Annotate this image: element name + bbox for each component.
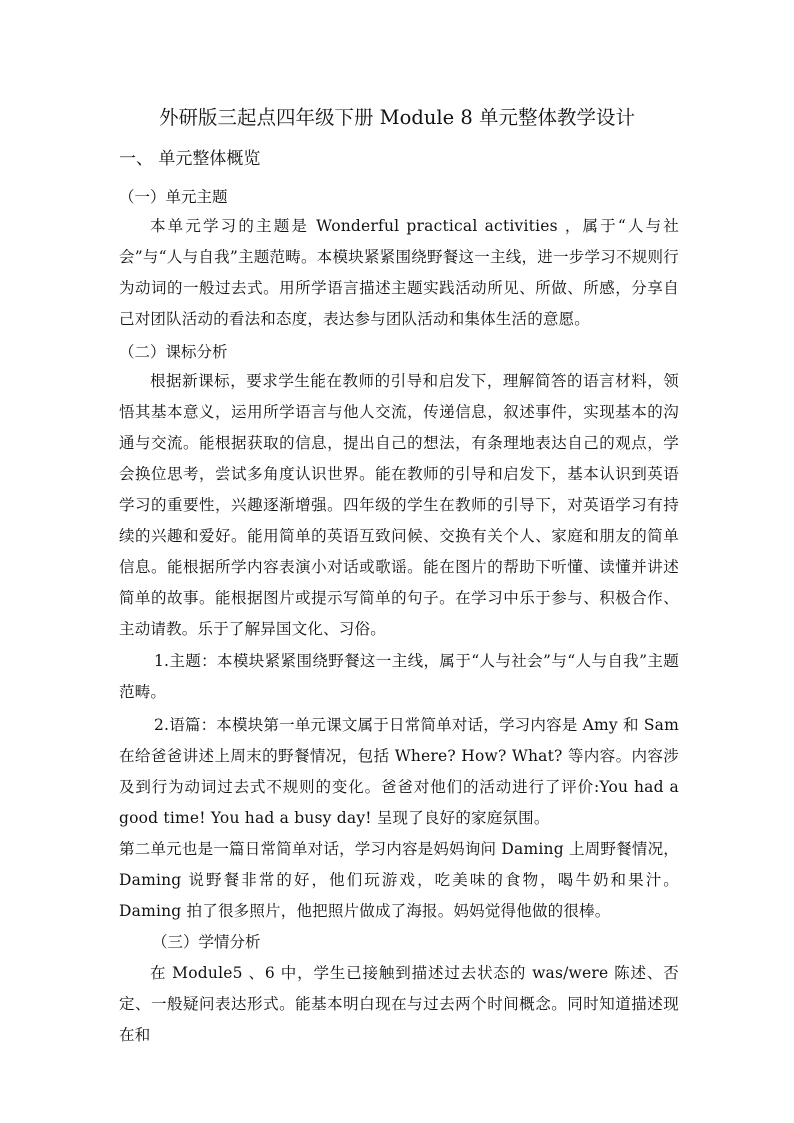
section-heading-overview: 一、 单元整体概览 bbox=[119, 149, 261, 169]
subheading-curriculum-analysis: （二）课标分析 bbox=[119, 343, 228, 361]
paragraph-point-discourse: 2.语篇：本模块第一单元课文属于日常简单对话，学习内容是 Amy 和 Sam 在给爸爸讲述上周末的野餐情况，包括 Where? How? What? 等内容。内容涉及到行为动词过去式不规则的变化。爸爸对他们的活动进行了评价:You had a good time! You had a busy day! 呈现了良好的家庭氛围。 bbox=[119, 716, 679, 827]
paragraph-learner-analysis: 在 Module5 、6 中，学生已接触到描述过去状态的 was/were 陈述、否定、一般疑问表达形式。能基本明白现在与过去两个时间概念。同时知道描述现在和 bbox=[119, 964, 679, 1044]
paragraph-unit-theme: 本单元学习的主题是 Wonderful practical activities ，属于“人与社会”与“人与自我”主题范畴。本模块紧紧围绕野餐这一主线，进一步学习不规则行为动词的一般过去式。用所学语言描述主题实践活动所见、所做、所感，分享自己对团队活动的看法和态度，表达参与团队活动和集体生活的意愿。 bbox=[119, 217, 679, 328]
document-title: 外研版三起点四年级下册 Module 8 单元整体教学设计 bbox=[158, 106, 636, 129]
paragraph-point-theme: 1.主题：本模块紧紧围绕野餐这一主线，属于“人与社会”与“人与自我”主题范畴。 bbox=[119, 652, 679, 701]
paragraph-curriculum-analysis: 根据新课标，要求学生能在教师的引导和启发下，理解简答的语言材料，领悟其基本意义，运用所学语言与他人交流，传递信息，叙述事件，实现基本的沟通与交流。能根据获取的信息，提出自己的想法，有条理地表达自己的观点，学会换位思考，尝试多角度认识世界。能在教师的引导和启发下，基本认识到英语学习的重要性，兴趣逐渐增强。四年级的学生在教师的引导下，对英语学习有持续的兴趣和爱好。能用简单的英语互致问候、交换有关个人、家庭和朋友的简单信息。能根据所学内容表演小对话或歌谣。能在图片的帮助下听懂、读懂并讲述简单的故事。能根据图片或提示写简单的句子。在学习中乐于参与、积极合作、主动请教。乐于了解异国文化、习俗。 bbox=[119, 372, 679, 638]
paragraph-unit-two: 第二单元也是一篇日常简单对话，学习内容是妈妈询问 Daming 上周野餐情况，Daming 说野餐非常的好，他们玩游戏，吃美味的食物，喝牛奶和果汁。Daming 拍了很多照片，他把照片做成了海报。妈妈觉得他做的很棒。 bbox=[119, 840, 679, 920]
subheading-unit-theme: （一）单元主题 bbox=[119, 188, 228, 206]
subheading-learner-analysis: （三）学情分析 bbox=[152, 933, 261, 951]
